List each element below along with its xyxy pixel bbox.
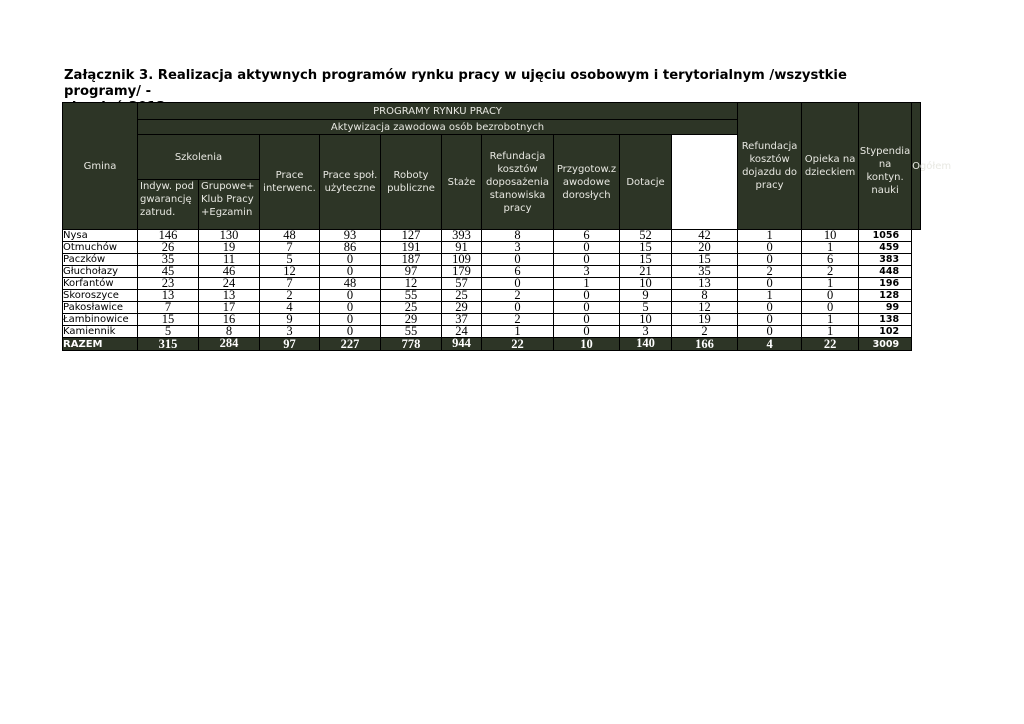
value-cell: 25 xyxy=(442,290,482,302)
gmina-name: Kamiennik xyxy=(63,326,138,338)
value-cell: 0 xyxy=(554,242,620,254)
header-aktywizacja: Aktywizacja zawodowa osób bezrobotnych xyxy=(138,120,738,135)
header-refundacja-dojazdu: Refundacja kosztów dojazdu do pracy xyxy=(738,103,802,230)
gmina-name: Otmuchów xyxy=(63,242,138,254)
value-cell: 10 xyxy=(802,230,859,242)
value-cell: 284 xyxy=(199,338,260,351)
value-cell: 11 xyxy=(199,254,260,266)
value-cell: 26 xyxy=(138,242,199,254)
header-przygotowanie: Przygotow.z awodowe dorosłych xyxy=(554,135,620,230)
value-cell: 393 xyxy=(442,230,482,242)
value-cell: 8 xyxy=(199,326,260,338)
value-cell: 52 xyxy=(620,230,672,242)
value-cell: 35 xyxy=(138,254,199,266)
value-cell: 55 xyxy=(381,326,442,338)
value-cell: 315 xyxy=(138,338,199,351)
value-cell: 0 xyxy=(738,326,802,338)
gmina-name: Paczków xyxy=(63,254,138,266)
header-opieka: Opieka na dzieckiem xyxy=(802,103,859,230)
value-cell: 13 xyxy=(672,278,738,290)
value-cell: 24 xyxy=(442,326,482,338)
value-cell: 8 xyxy=(482,230,554,242)
value-cell: 48 xyxy=(320,278,381,290)
value-cell: 187 xyxy=(381,254,442,266)
value-cell: 3 xyxy=(482,242,554,254)
value-cell: 2 xyxy=(482,290,554,302)
header-indywidualne: Indyw. pod gwarancję zatrud. xyxy=(138,180,199,230)
value-cell: 15 xyxy=(672,254,738,266)
value-cell: 0 xyxy=(554,290,620,302)
value-cell: 5 xyxy=(620,302,672,314)
value-cell: 48 xyxy=(260,230,320,242)
value-cell: 5 xyxy=(260,254,320,266)
table-row xyxy=(63,278,921,290)
header-grupowe: Grupowe+ Klub Pracy +Egzamin xyxy=(199,180,260,230)
table-row xyxy=(63,242,921,254)
value-cell: 37 xyxy=(442,314,482,326)
value-cell: 1 xyxy=(738,230,802,242)
value-cell: 1 xyxy=(482,326,554,338)
value-cell: 19 xyxy=(672,314,738,326)
value-cell: 24 xyxy=(199,278,260,290)
header-szkolenia: Szkolenia xyxy=(138,135,260,180)
header-prace-interwencyjne: Prace interwenc. xyxy=(260,135,320,230)
value-cell: 25 xyxy=(381,302,442,314)
value-cell: 4 xyxy=(260,302,320,314)
value-cell: 6 xyxy=(554,230,620,242)
value-cell: 7 xyxy=(138,302,199,314)
value-cell: 10 xyxy=(620,314,672,326)
value-cell: 0 xyxy=(554,314,620,326)
value-cell: 0 xyxy=(554,326,620,338)
value-cell: 15 xyxy=(138,314,199,326)
value-cell: 4 xyxy=(738,338,802,351)
table-row xyxy=(63,290,921,302)
value-cell: 1 xyxy=(802,278,859,290)
value-cell: 2 xyxy=(802,266,859,278)
value-cell: 2 xyxy=(260,290,320,302)
header-staze: Staże xyxy=(442,135,482,230)
table-row xyxy=(63,266,921,278)
table-row xyxy=(63,254,921,266)
table-row xyxy=(63,326,921,338)
total-row xyxy=(63,338,921,351)
value-cell: 17 xyxy=(199,302,260,314)
total-label: RAZEM xyxy=(63,338,138,351)
value-cell: 191 xyxy=(381,242,442,254)
value-cell: 10 xyxy=(554,338,620,351)
gmina-name: Nysa xyxy=(63,230,138,242)
value-cell: 93 xyxy=(320,230,381,242)
value-cell: 2 xyxy=(672,326,738,338)
value-cell: 130 xyxy=(199,230,260,242)
value-cell: 9 xyxy=(260,314,320,326)
value-cell: 3 xyxy=(620,326,672,338)
header-refundacja-doposazenia: Refundacja kosztów doposażenia stanowiska pracy xyxy=(482,135,554,230)
value-cell: 23 xyxy=(138,278,199,290)
table-row xyxy=(63,314,921,326)
value-cell: 0 xyxy=(738,278,802,290)
value-cell: 42 xyxy=(672,230,738,242)
value-cell: 7 xyxy=(260,278,320,290)
value-cell: 7 xyxy=(260,242,320,254)
value-cell: 0 xyxy=(320,254,381,266)
value-cell: 1 xyxy=(738,290,802,302)
header-prace-spoleczne: Prace społ. użyteczne xyxy=(320,135,381,230)
value-cell: 0 xyxy=(554,302,620,314)
value-cell: 3 xyxy=(260,326,320,338)
value-cell: 12 xyxy=(381,278,442,290)
gmina-name: Korfantów xyxy=(63,278,138,290)
value-cell: 0 xyxy=(738,254,802,266)
value-cell: 29 xyxy=(381,314,442,326)
value-cell: 3 xyxy=(554,266,620,278)
value-cell: 1 xyxy=(802,242,859,254)
value-cell: 55 xyxy=(381,290,442,302)
value-cell: 22 xyxy=(482,338,554,351)
ogolem-cell: 138 xyxy=(859,314,912,326)
gmina-name: Skoroszyce xyxy=(63,290,138,302)
value-cell: 1 xyxy=(802,326,859,338)
value-cell: 179 xyxy=(442,266,482,278)
ogolem-cell: 99 xyxy=(859,302,912,314)
value-cell: 35 xyxy=(672,266,738,278)
ogolem-cell: 128 xyxy=(859,290,912,302)
value-cell: 2 xyxy=(482,314,554,326)
value-cell: 10 xyxy=(620,278,672,290)
table-body xyxy=(63,230,921,351)
ogolem-cell: 3009 xyxy=(859,338,912,351)
value-cell: 0 xyxy=(802,302,859,314)
ogolem-cell: 1056 xyxy=(859,230,912,242)
value-cell: 13 xyxy=(199,290,260,302)
value-cell: 6 xyxy=(802,254,859,266)
value-cell: 944 xyxy=(442,338,482,351)
ogolem-cell: 383 xyxy=(859,254,912,266)
ogolem-cell: 459 xyxy=(859,242,912,254)
value-cell: 2 xyxy=(738,266,802,278)
value-cell: 0 xyxy=(802,290,859,302)
ogolem-cell: 196 xyxy=(859,278,912,290)
value-cell: 1 xyxy=(802,314,859,326)
header-gmina: Gmina xyxy=(63,103,138,230)
value-cell: 6 xyxy=(482,266,554,278)
title-line-1: Załącznik 3. Realizacja aktywnych programów rynku pracy w ujęciu osobowym i terytorialnym /wszystkie programy/ - xyxy=(64,68,847,99)
value-cell: 140 xyxy=(620,338,672,351)
value-cell: 19 xyxy=(199,242,260,254)
value-cell: 20 xyxy=(672,242,738,254)
header-dotacje: Dotacje xyxy=(620,135,672,230)
value-cell: 22 xyxy=(802,338,859,351)
value-cell: 0 xyxy=(482,278,554,290)
gmina-name: Głuchołazy xyxy=(63,266,138,278)
value-cell: 1 xyxy=(554,278,620,290)
value-cell: 0 xyxy=(738,242,802,254)
value-cell: 0 xyxy=(320,326,381,338)
ogolem-cell: 102 xyxy=(859,326,912,338)
header-programy: PROGRAMY RYNKU PRACY xyxy=(138,103,738,120)
value-cell: 13 xyxy=(138,290,199,302)
programs-table xyxy=(62,102,952,351)
value-cell: 57 xyxy=(442,278,482,290)
value-cell: 8 xyxy=(672,290,738,302)
gmina-name: Pakosławice xyxy=(63,302,138,314)
header-stypendia: Stypendia na kontyn. nauki xyxy=(859,103,912,230)
value-cell: 109 xyxy=(442,254,482,266)
value-cell: 0 xyxy=(320,302,381,314)
ogolem-cell: 448 xyxy=(859,266,912,278)
value-cell: 0 xyxy=(320,314,381,326)
value-cell: 146 xyxy=(138,230,199,242)
value-cell: 21 xyxy=(620,266,672,278)
value-cell: 0 xyxy=(738,314,802,326)
value-cell: 0 xyxy=(738,302,802,314)
value-cell: 0 xyxy=(320,266,381,278)
value-cell: 86 xyxy=(320,242,381,254)
value-cell: 15 xyxy=(620,242,672,254)
value-cell: 0 xyxy=(320,290,381,302)
value-cell: 16 xyxy=(199,314,260,326)
header-roboty-publiczne: Roboty publiczne xyxy=(381,135,442,230)
value-cell: 166 xyxy=(672,338,738,351)
value-cell: 29 xyxy=(442,302,482,314)
value-cell: 91 xyxy=(442,242,482,254)
value-cell: 227 xyxy=(320,338,381,351)
gmina-name: Łambinowice xyxy=(63,314,138,326)
value-cell: 0 xyxy=(482,302,554,314)
value-cell: 5 xyxy=(138,326,199,338)
value-cell: 45 xyxy=(138,266,199,278)
value-cell: 12 xyxy=(672,302,738,314)
value-cell: 9 xyxy=(620,290,672,302)
value-cell: 0 xyxy=(554,254,620,266)
value-cell: 127 xyxy=(381,230,442,242)
value-cell: 46 xyxy=(199,266,260,278)
value-cell: 12 xyxy=(260,266,320,278)
value-cell: 97 xyxy=(381,266,442,278)
value-cell: 0 xyxy=(482,254,554,266)
value-cell: 15 xyxy=(620,254,672,266)
value-cell: 97 xyxy=(260,338,320,351)
header-ogolem: Ogółem xyxy=(912,103,921,230)
table-row xyxy=(63,230,921,242)
value-cell: 778 xyxy=(381,338,442,351)
table-row xyxy=(63,302,921,314)
